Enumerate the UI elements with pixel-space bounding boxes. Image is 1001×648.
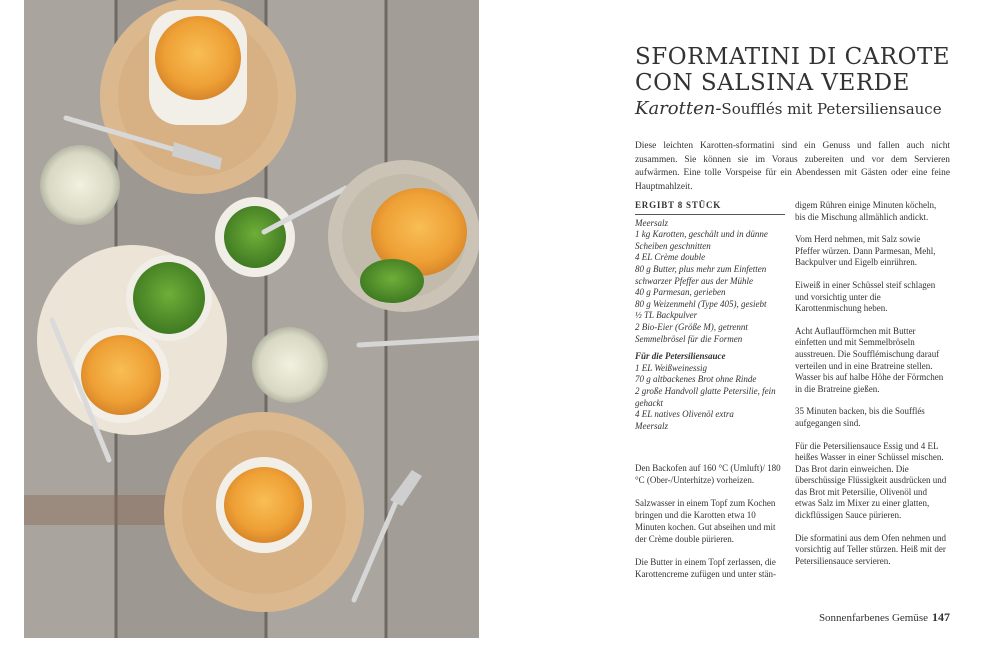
ingredient-item: 4 EL Crème double (635, 252, 706, 263)
page-footer (790, 610, 950, 625)
method-step: Die sformatini aus dem Ofen nehmen und vorsichtig auf Teller stürzen. Heiß mit der Petersiliensauce servieren. (795, 532, 946, 566)
recipe-yield: ERGIBT 8 STÜCK (635, 200, 785, 215)
recipe-title-line-2: CON SALSINA VERDE (635, 70, 910, 96)
method-steps-right (795, 200, 947, 578)
method-step: Acht Auflaufförmchen mit Butter einfetten und mit Semmelbröseln ausstreuen. Die Soufflémischung darauf verteilen und in eine Bratreine stellen. Wasser bis auf halbe Höhe der Förmchen in die Bratreine gießen. (795, 325, 944, 394)
method-step: Für die Petersiliensauce Essig und 4 EL heißes Wasser in einer Schüssel mischen. Das Brot darin einweichen. Die überschüssige Flüssigkeit ausdrücken und das Brot mit Petersilie, Olivenöl und etwas Salz im Mixer zu einer glatten, dickflüssigen Sauce pürieren. (795, 440, 947, 521)
recipe-subtitle-italic: Karotten- (635, 98, 722, 119)
ingredient-item: Semmelbrösel für die Formen (635, 333, 743, 344)
ingredient-item: ½ TL Backpulver (635, 310, 698, 321)
ingredient-list (635, 218, 785, 346)
ingredient-item: Meersalz (635, 217, 668, 228)
ingredient-item: 1 kg Karotten, geschält und in dünne Scheiben geschnitten (635, 229, 768, 251)
food-photo-illustration (24, 0, 479, 638)
method-step: Salzwasser in einem Topf zum Kochen bringen und die Karotten etwa 10 Minuten kochen. Gut abseihen und mit der Crème double pürieren. (635, 498, 776, 544)
sauce-ingredient-item: 4 EL natives Olivenöl extra (635, 409, 734, 420)
method-step: Den Backofen auf 160 °C (Umluft)/ 180 °C (Ober-/Unterhitze) vorheizen. (635, 463, 781, 485)
method-step: Vom Herd nehmen, mit Salz sowie Pfeffer würzen. Dann Parmesan, Mehl, Backpulver und Eigelb einrühren. (795, 234, 936, 268)
method-step: 35 Minuten backen, bis die Soufflés aufgegangen sind. (795, 406, 925, 428)
ingredient-item: 2 Bio-Eier (Größe M), getrennt (635, 321, 748, 332)
ingredient-item: 40 g Parmesan, gerieben (635, 287, 726, 298)
ingredient-item: 80 g Butter, plus mehr zum Einfetten schwarzer Pfeffer aus der Mühle (635, 263, 767, 286)
recipe-photo (24, 0, 479, 638)
sauce-ingredient-list (635, 363, 785, 433)
sauce-ingredient-item: 2 große Handvoll glatte Petersilie, fein gehackt (635, 385, 776, 408)
recipe-intro: Diese leichten Karotten-sformatini sind ein Genuss und fallen auch nicht zusammen. Sie können sie im Voraus zubereiten und vor dem Servieren aufwärmen. Eine tolle Vorspeise für ein Abendessen mit Gästen oder eine feine Hauptmahlzeit. (635, 141, 950, 192)
recipe-title-line-1: SFORMATINI DI CAROTE (635, 44, 951, 70)
page-number: 147 (932, 610, 950, 624)
recipe-title (635, 44, 955, 96)
method-step: Eiweiß in einer Schüssel steif schlagen und vorsichtig unter die Karottenmischung heben. (795, 279, 936, 314)
recipe-subtitle-rest: Soufflés mit Petersiliensauce (721, 100, 942, 118)
sauce-ingredient-item: 1 EL Weißweinessig (635, 362, 708, 373)
ingredients-column (635, 200, 785, 432)
method-steps-left (635, 462, 785, 591)
method-step: Die Butter in einem Topf zerlassen, die Karottencreme zufügen und unter stän- (635, 557, 776, 579)
section-title: Sonnenfarbenes Gemüse (818, 612, 928, 624)
ingredient-item: 80 g Weizenmehl (Type 405), gesiebt (635, 298, 767, 309)
method-step: digem Rühren einige Minuten köcheln, bis die Mischung allmählich andickt. (795, 200, 937, 222)
sauce-ingredient-item: Meersalz (635, 420, 668, 431)
sauce-ingredient-item: 70 g altbackenes Brot ohne Rinde (635, 374, 757, 385)
recipe-subtitle (635, 98, 965, 119)
sauce-heading: Für die Petersiliensauce (635, 351, 726, 362)
